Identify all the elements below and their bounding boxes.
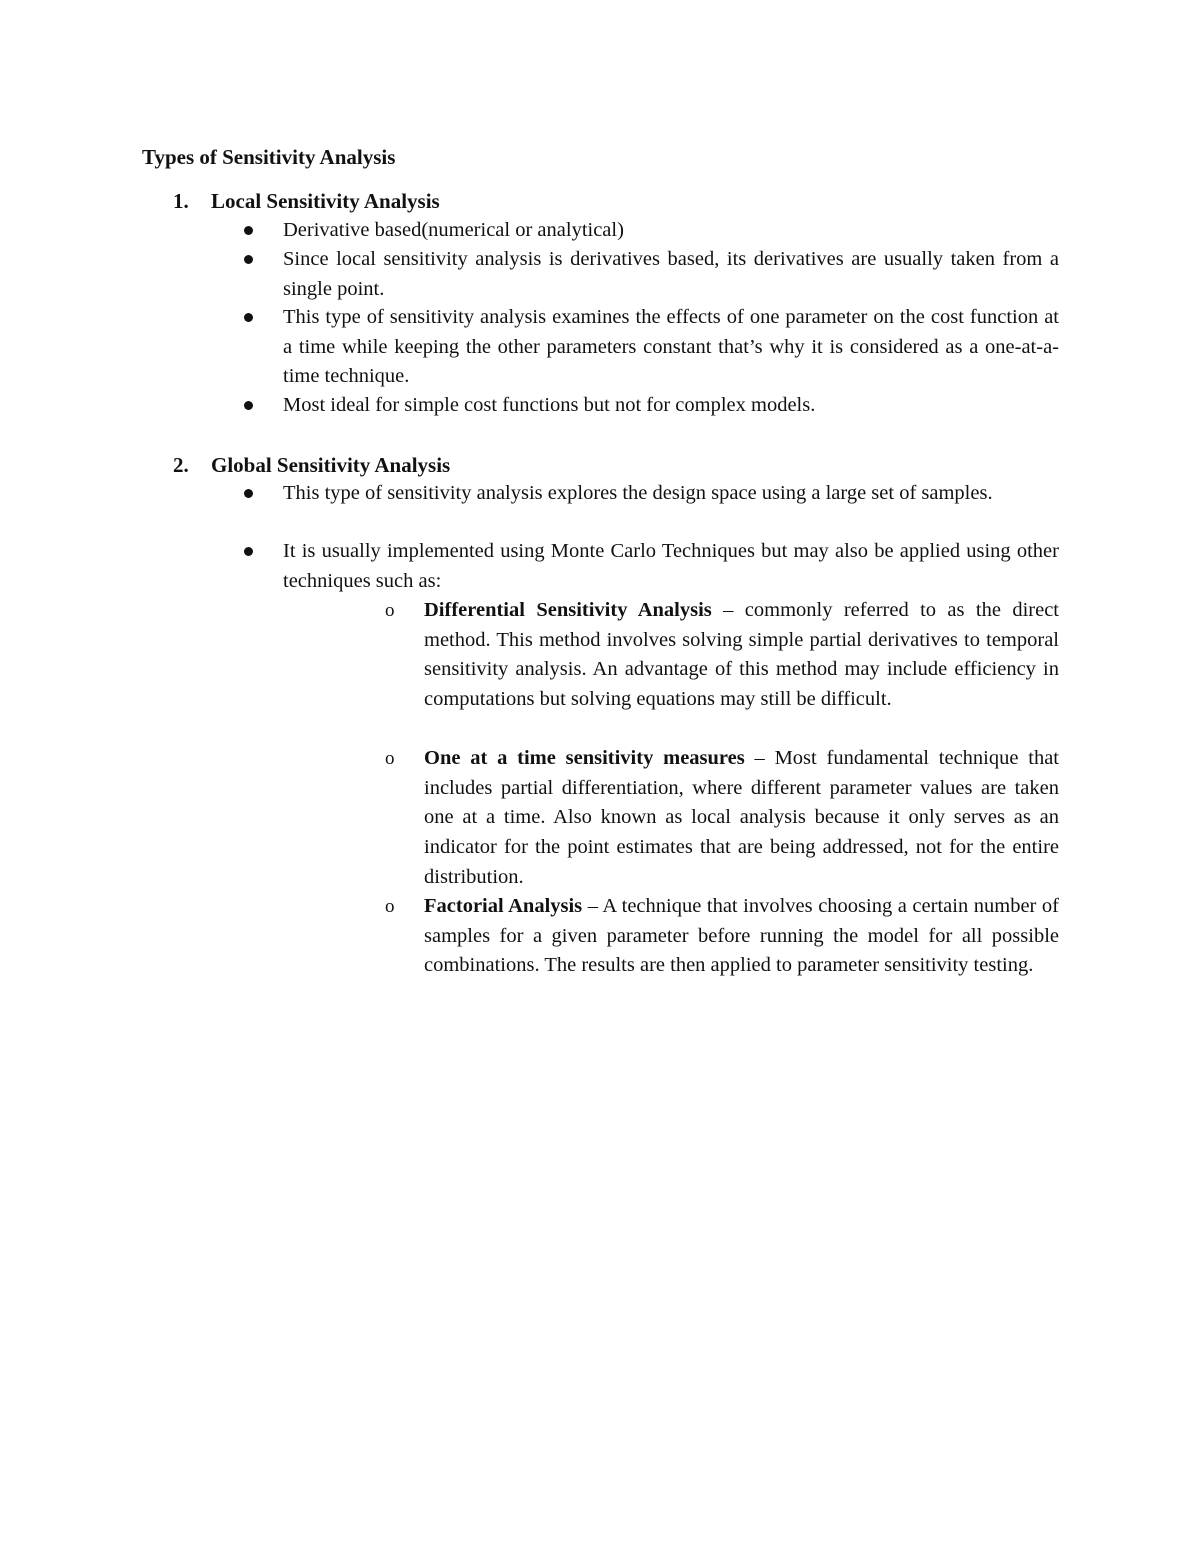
bullet-icon (244, 313, 253, 322)
list-item-text: Since local sensitivity analysis is derivatives based, its derivatives are usually taken from a single point. (283, 248, 1059, 300)
term-label: Differential Sensitivity Analysis (424, 599, 712, 621)
list-item-text: It is usually implemented using Monte Carlo Techniques but may also be applied using other techniques such as: (283, 540, 1059, 592)
list-item (244, 537, 1059, 596)
section-heading-text: Local Sensitivity Analysis (211, 189, 440, 213)
list-item-text: This type of sensitivity analysis explores the design space using a large set of samples. (283, 482, 993, 504)
circle-bullet-icon: o (385, 600, 395, 621)
sub-list-item-text (424, 892, 1059, 981)
section-heading-local (173, 187, 440, 215)
bullet-icon (244, 255, 253, 264)
section-heading-text: Global Sensitivity Analysis (211, 453, 451, 477)
term-description: – commonly referred to as the direct method. This method involves solving simple partial derivatives to temporal sensitivity analysis. An advantage of this method may include efficiency in computations but solving equations may still be difficult. (424, 599, 1059, 711)
list-item-text: Derivative based(numerical or analytical) (283, 219, 624, 241)
section-heading-global (173, 451, 450, 479)
sub-list-item (385, 892, 1059, 981)
term-label: One at a time sensitivity measures (424, 747, 745, 769)
term-label: Factorial Analysis (424, 895, 583, 917)
section-number: 2. (173, 453, 189, 477)
bullet-icon (244, 226, 253, 235)
sub-list-item-text (424, 744, 1059, 893)
term-description: – Most fundamental technique that includes partial differentiation, where different parameter values are taken one at a time. Also known as local analysis because it only serves as an indicator for the point estimates that are being addressed, not for the entire distribution. (424, 747, 1059, 888)
sub-list-item (385, 744, 1059, 893)
list-item-text: This type of sensitivity analysis examines the effects of one parameter on the cost function at a time while keeping the other parameters constant that’s why it is considered as a one-at-a-time technique. (283, 306, 1059, 387)
bullet-icon (244, 547, 253, 556)
sub-list-item (385, 596, 1059, 715)
bullet-icon (244, 401, 253, 410)
list-item-text: Most ideal for simple cost functions but not for complex models. (283, 394, 816, 416)
list-item (244, 391, 1059, 421)
section-number: 1. (173, 189, 189, 213)
list-item (244, 479, 1059, 509)
page-title: Types of Sensitivity Analysis (142, 145, 396, 169)
list-item (244, 245, 1059, 304)
list-item (244, 216, 1059, 246)
circle-bullet-icon: o (385, 748, 395, 769)
bullet-icon (244, 489, 253, 498)
circle-bullet-icon: o (385, 896, 395, 917)
term-description: – A technique that involves choosing a certain number of samples for a given parameter before running the model for all possible combinations. The results are then applied to parameter sensitivity testing. (424, 895, 1059, 977)
sub-list-item-text (424, 596, 1059, 715)
list-item (244, 303, 1059, 392)
